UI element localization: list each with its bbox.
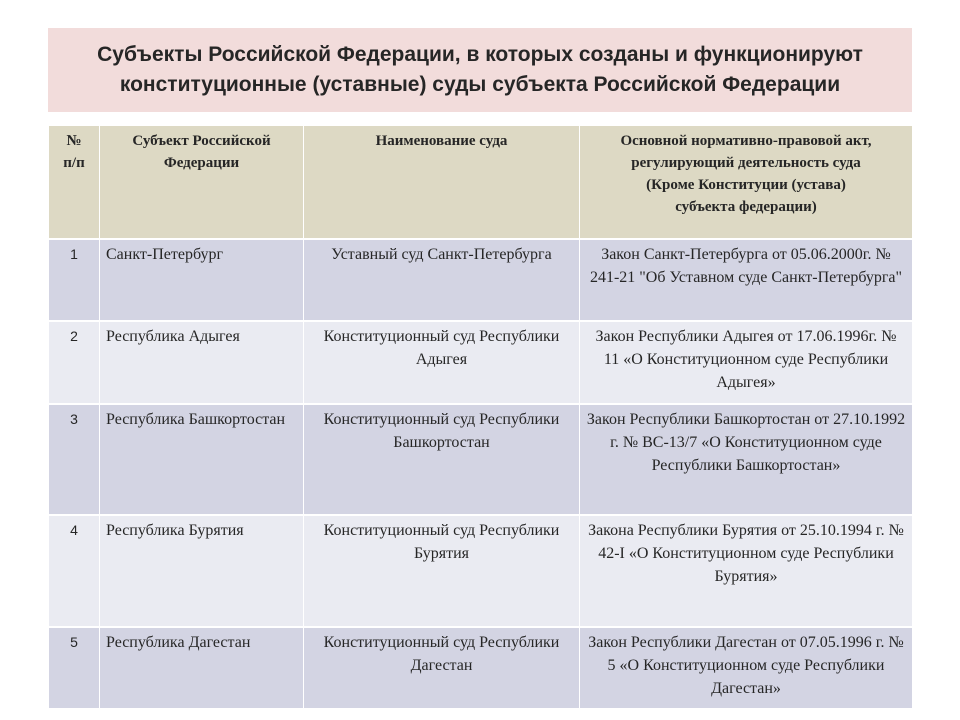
row-subject: Республика Башкортостан (100, 404, 304, 515)
row-subject: Республика Адыгея (100, 321, 304, 404)
row-subject: Санкт-Петербург (100, 239, 304, 321)
table-row (49, 627, 913, 709)
table-row (49, 239, 913, 321)
row-court: Конституционный суд Республики Башкортостан (304, 404, 580, 515)
row-num: 3 (49, 404, 100, 515)
row-court: Конституционный суд Республики Дагестан (304, 627, 580, 709)
row-court: Уставный суд Санкт-Петербурга (304, 239, 580, 321)
row-act: Закон Санкт-Петербурга от 05.06.2000г. № 241-21 "Об Уставном суде Санкт-Петербурга" (580, 239, 913, 321)
courts-table (48, 124, 913, 710)
header-court: Наименование суда (304, 125, 580, 239)
row-subject: Республика Дагестан (100, 627, 304, 709)
row-num: 5 (49, 627, 100, 709)
row-act: Закона Республики Бурятия от 25.10.1994 г. № 42-I «О Конституционном суде Республики Бурятия» (580, 515, 913, 627)
row-act: Закон Республики Адыгея от 17.06.1996г. № 11 «О Конституционном суде Республики Адыгея» (580, 321, 913, 404)
table-row (49, 321, 913, 404)
header-act: Основной нормативно-правовой акт, регулирующий деятельность суда (Кроме Конституции (устава) субъекта федерации) (580, 125, 913, 239)
table-row (49, 515, 913, 627)
table-header-row (49, 125, 913, 239)
row-court: Конституционный суд Республики Бурятия (304, 515, 580, 627)
row-act: Закон Республики Дагестан от 07.05.1996 г. № 5 «О Конституционном суде Республики Дагестан» (580, 627, 913, 709)
row-subject: Республика Бурятия (100, 515, 304, 627)
row-num: 1 (49, 239, 100, 321)
slide-title-line2: конституционные (уставные) суды субъекта Российской Федерации (119, 73, 841, 96)
row-act: Закон Республики Башкортостан от 27.10.1992 г. № ВС-13/7 «О Конституционном суде Республики Башкортостан» (580, 404, 913, 515)
table-row (49, 404, 913, 515)
row-court: Конституционный суд Республики Адыгея (304, 321, 580, 404)
header-subject: Субъект Российской Федерации (100, 125, 304, 239)
slide-title (48, 28, 912, 112)
slide-title-line1: Субъекты Российской Федерации, в которых созданы и функционируют (97, 43, 863, 66)
row-num: 4 (49, 515, 100, 627)
header-num: № п/п (49, 125, 100, 239)
row-num: 2 (49, 321, 100, 404)
